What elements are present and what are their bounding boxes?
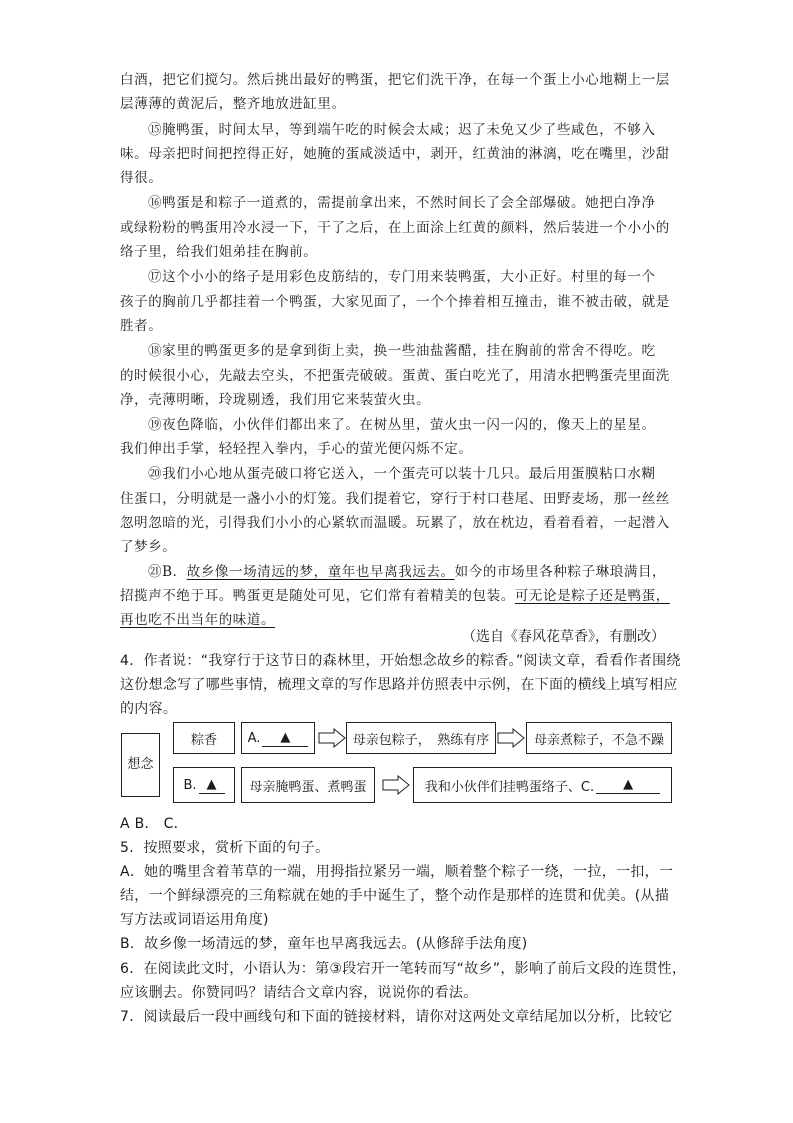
diagram-head-zongxiang: 粽香 [173, 722, 235, 754]
paragraph-21-lead: ㉑B． [148, 564, 187, 580]
question-5-item-a: 结，一个鲜绿漂亮的三角粽就在她的手中诞生了，整个动作是那样的连贯和优美。(从描 [120, 888, 670, 904]
passage-line: 或绿粉粉的鸭蛋用冷水浸一下，干了之后，在上面涂上红黄的颜料，然后装进一个小小的 [120, 220, 670, 236]
paragraph-17: ⑰这个小小的络子是用彩色皮筋结的，专门用来装鸭蛋，大小正好。村里的每一个 [148, 269, 656, 285]
passage-line: 味。母亲把时间把控得正好，她腌的蛋咸淡适中，剥开，红黄油的淋漓，吃在嘴里，沙甜 [120, 146, 670, 162]
blank-B[interactable] [173, 767, 235, 803]
passage-line: 我们伸出手掌，轻轻捏入拳内，手心的萤光便闪烁不定。 [120, 441, 473, 457]
blank-C-line[interactable] [596, 777, 660, 794]
question-4-prompt: 这份想念写了哪些事情，梳理文章的写作思路并仿照表中示例，在下面的横线上填写相应 [120, 677, 678, 693]
question-4-prompt: 的内容。 [120, 701, 178, 717]
blank-C[interactable] [413, 767, 672, 803]
paragraph-21-text: 如今的市场里各种粽子琳琅满目， [454, 564, 667, 580]
blank-A-line[interactable] [262, 730, 308, 747]
diagram-root-label: 想念 [127, 757, 154, 772]
question-6-prompt: 6．在阅读此文时，小语认为：第③段宕开一笔转而写“故乡”，影响了前后文段的连贯性， [120, 961, 687, 977]
passage-line: 的时候很小心，先敲去空头，不把蛋壳破破。蛋黄、蛋白吃光了，用清水把鸭蛋壳里面洗 [120, 368, 670, 384]
question-5-prompt: 5．按照要求，赏析下面的句子。 [120, 840, 330, 856]
diagram-root [121, 733, 160, 797]
diagram-item-wrap-zongzi: 母亲包粽子， 熟练有序 [346, 722, 496, 754]
paragraph-21 [148, 560, 666, 580]
passage-line: 净，壳薄明晰，玲珑剔透，我们用它来装萤火虫。 [120, 392, 431, 408]
blank-A[interactable] [241, 722, 315, 754]
passage-line: 层薄薄的黄泥后，整齐地放进缸里。 [120, 96, 346, 112]
paragraph-15: ⑮腌鸭蛋，时间太早，等到端午吃的时候会太咸；迟了未免又少了些咸色，不够入 [148, 122, 656, 138]
right-arrow-icon [382, 775, 410, 795]
question-5-item-b: B．故乡像一场清远的梦，童年也早离我远去。(从修辞手法角度) [120, 936, 528, 952]
underlined-sentence-1: 故乡像一场清远的梦，童年也早离我远去。 [186, 564, 455, 580]
passage-line: 住蛋口，分明就是一盏小小的灯笼。我们提着它，穿行于村口巷尾、田野麦场，那一丝丝 [120, 491, 670, 507]
answer-line: A B． C． [120, 816, 188, 832]
blank-B-label: B. [183, 777, 197, 793]
right-arrow-icon [318, 728, 346, 748]
question-5-item-a: 写方法或词语运用角度) [120, 912, 269, 928]
diagram-item-boil-zongzi: 母亲煮粽子，不急不躁 [526, 722, 672, 754]
passage-line [120, 584, 670, 604]
triangle-marker-icon: ▲ [623, 776, 634, 792]
blank-B-line[interactable] [199, 777, 225, 794]
passage-line: 白酒，把它们搅匀。然后挑出最好的鸭蛋，把它们洗干净，在每一个蛋上小心地糊上一层 [120, 72, 670, 88]
paragraph-20: ⑳我们小心地从蛋壳破口将它送入，一个蛋壳可以装十几只。最后用蛋膜粘口水糊 [148, 466, 656, 482]
passage-line: 忽明忽暗的光，引得我们小小的心紧软而温暖。玩累了，放在枕边，看着看着，一起潜入 [120, 515, 670, 531]
blank-A-label: A. [247, 730, 261, 746]
blank-C-label: 我和小伙伴们挂鸭蛋络子、C. [424, 779, 595, 795]
paragraph-18: ⑱家里的鸭蛋更多的是拿到街上卖，换一些油盐酱醋，挂在胸前的常舍不得吃。吃 [148, 343, 656, 359]
paragraph-16: ⑯鸭蛋是和粽子一道煮的，需提前拿出来，不然时间长了会全部爆破。她把白净净 [148, 195, 656, 211]
question-4-prompt: 4．作者说：“我穿行于这节日的森林里，开始想念故乡的粽香。”阅读文章，看看作者围绕 [120, 653, 681, 669]
triangle-marker-icon: ▲ [206, 776, 217, 792]
passage-line: 了梦乡。 [120, 539, 177, 555]
passage-line: 孩子的胸前几乎都挂着一个鸭蛋，大家见面了，一个个捧着相互撞击，谁不被击破，就是 [120, 294, 670, 310]
paragraph-21-text: 招揽声不绝于耳。鸭蛋更是随处可见，它们常有着精美的包装。 [120, 588, 515, 604]
triangle-marker-icon: ▲ [280, 729, 291, 745]
diagram-item-duck-eggs: 母亲腌鸭蛋、煮鸭蛋 [241, 767, 375, 803]
passage-line: 得很。 [120, 170, 163, 186]
right-arrow-icon [497, 728, 525, 748]
question-5-item-a: A．她的嘴里含着苇草的一端，用拇指拉紧另一端，顺着整个粽子一绕，一拉，一扣，一 [120, 864, 674, 880]
passage-line: 络子里，给我们姐弟挂在胸前。 [120, 244, 318, 260]
underlined-sentence-3: 再也吃不出当年的味道。 [120, 612, 276, 628]
question-7-prompt: 7．阅读最后一段中画线句和下面的链接材料，请你对这两处文章结尾加以分析，比较它 [120, 1009, 673, 1025]
underlined-sentence-2: 可无论是粽子还是鸭蛋， [514, 588, 670, 604]
source-citation: （选自《春风花草香》，有删改） [462, 629, 665, 645]
question-6-prompt: 应该删去。你赞同吗？请结合文章内容，说说你的看法。 [120, 985, 478, 1001]
paragraph-19: ⑲夜色降临，小伙伴们都出来了。在树丛里，萤火虫一闪一闪的，像天上的星星。 [148, 417, 656, 433]
passage-line: 胜者。 [120, 318, 163, 334]
passage-line [120, 608, 275, 628]
